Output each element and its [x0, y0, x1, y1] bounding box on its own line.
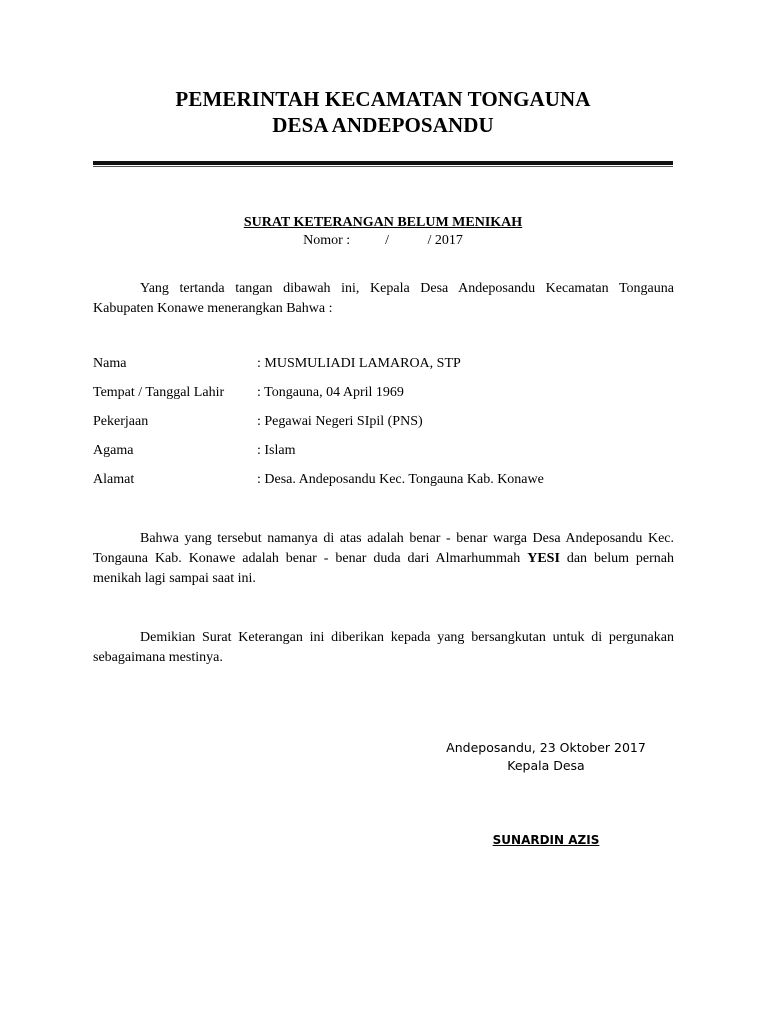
- letter-number: Nomor : / / 2017: [303, 233, 463, 248]
- letter-title: SURAT KETERANGAN BELUM MENIKAH: [243, 215, 523, 230]
- deceased-spouse-name: YESI: [527, 551, 560, 566]
- letterhead: [93, 86, 673, 138]
- intro-text: Yang tertanda tangan dibawah ini, Kepala Desa Andeposandu Kecamatan Tongauna Kabupaten Konawe menerangkan Bahwa :: [93, 281, 674, 316]
- letterhead-divider: [93, 161, 673, 165]
- intro-paragraph: [93, 279, 674, 319]
- field-row-alamat: [93, 472, 674, 492]
- field-row-nama: [93, 356, 674, 376]
- closing-text: Demikian Surat Keterangan ini diberikan kepada yang bersangkutan untuk di pergunakan sebagaimana mestinya.: [93, 630, 674, 665]
- statement-paragraph: [93, 529, 674, 589]
- signature-block: [400, 739, 692, 775]
- closing-paragraph: [93, 628, 674, 668]
- field-value: : Islam: [257, 443, 296, 458]
- field-label: Nama: [93, 356, 127, 371]
- field-label: Pekerjaan: [93, 414, 149, 429]
- field-value: : Desa. Andeposandu Kec. Tongauna Kab. Konawe: [257, 472, 544, 487]
- signature-place-date: Andeposandu, 23 Oktober 2017: [446, 740, 646, 755]
- field-value: : Tongauna, 04 April 1969: [257, 385, 404, 400]
- letterhead-government: PEMERINTAH KECAMATAN TONGAUNA: [175, 87, 591, 111]
- letterhead-village: DESA ANDEPOSANDU: [272, 113, 494, 137]
- field-row-pekerjaan: [93, 414, 674, 434]
- letterhead-divider-thin: [93, 166, 673, 167]
- field-label: Alamat: [93, 472, 135, 487]
- signature-position: Kepala Desa: [507, 758, 585, 773]
- statement-text-1: Bahwa yang tersebut namanya di atas adalah benar - benar warga Desa Andeposandu Kec. Tongauna Kab. Konawe adalah benar - benar duda dari Almarhummah: [93, 531, 674, 566]
- field-row-ttl: [93, 385, 674, 405]
- field-value: : MUSMULIADI LAMAROA, STP: [257, 356, 461, 371]
- field-value: : Pegawai Negeri SIpil (PNS): [257, 414, 423, 429]
- field-label: Agama: [93, 443, 134, 458]
- field-label: Tempat / Tanggal Lahir: [93, 385, 225, 400]
- field-row-agama: [93, 443, 674, 463]
- signer-name: SUNARDIN AZIS: [492, 833, 600, 847]
- statement-text-2: dan belum pernah menikah lagi sampai saat ini.: [93, 551, 674, 586]
